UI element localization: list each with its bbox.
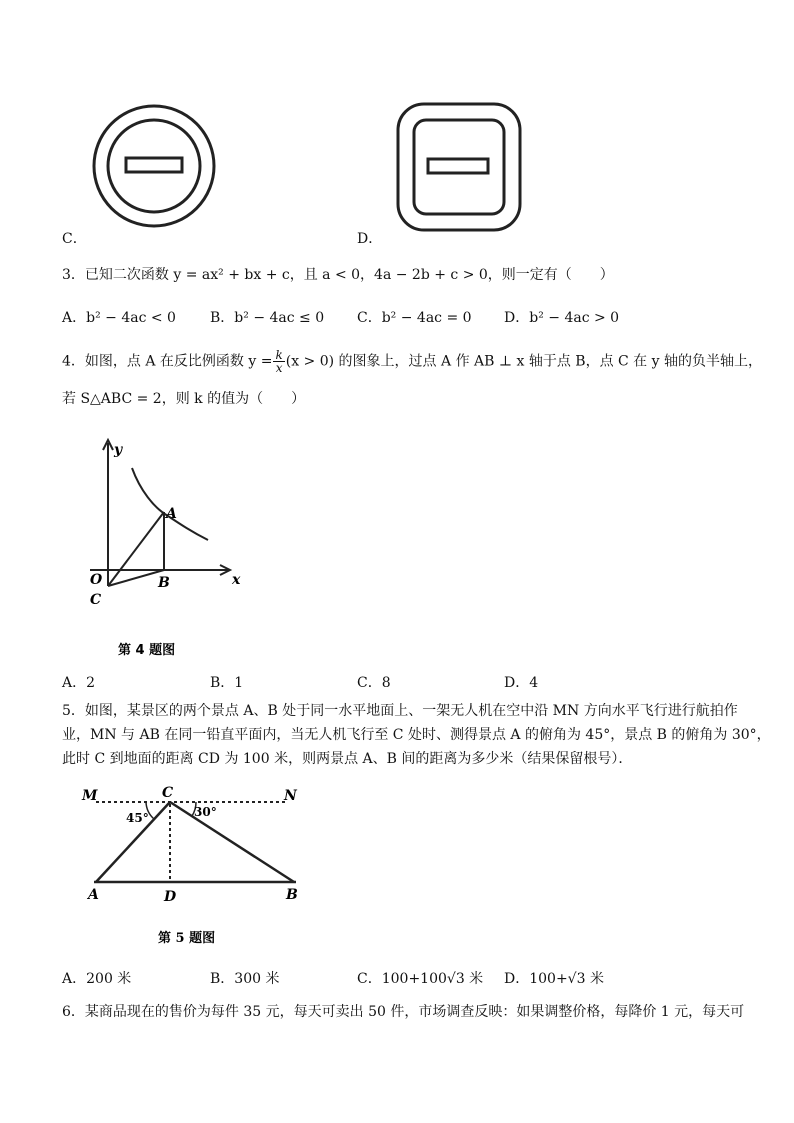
- q6-stem-line1: 6．某商品现在的售价为每件 35 元，每天可卖出 50 件，市场调查反映：如果调整价格，每降价 1 元，每天可: [62, 1004, 745, 1020]
- q4-label-x: x: [232, 572, 241, 588]
- q4-fraction: $\frac{k}{x}$: [275, 348, 283, 375]
- q3-option-d: D．b² − 4ac > 0: [504, 310, 620, 326]
- q4-option-a: A．2: [62, 675, 96, 691]
- q4-option-c: C．8: [357, 675, 391, 691]
- q2-option-c-label: C．: [62, 231, 87, 247]
- q4-stem-line2: 若 S△ABC = 2，则 k 的值为（ ）: [62, 391, 306, 407]
- q4-stem-line1: 4．如图，点 A 在反比例函数 y = $\frac{k}{x}$ (x > 0) 的图象上，过点 A 作 AB ⊥ x 轴于点 B，点 C 在 y 轴的负半轴上，: [62, 348, 762, 375]
- q4-label-c: C: [90, 592, 102, 608]
- q2-figure-d: [384, 96, 534, 236]
- q5-label-angle-45: 45°: [126, 811, 149, 825]
- q5-option-c: C．100+100√3 米: [357, 971, 484, 987]
- q4-option-d: D．4: [504, 675, 539, 691]
- q4-label-b: B: [158, 575, 170, 591]
- q2-option-d-label: D．: [357, 231, 383, 247]
- q3-option-b: B．b² − 4ac ≤ 0: [210, 310, 325, 326]
- q4-label-a: A: [166, 506, 177, 522]
- q3-stem: 3．已知二次函数 y = ax² + bx + c，且 a < 0，4a − 2b + c > 0，则一定有（ ）: [62, 267, 614, 283]
- q5-option-d: D．100+√3 米: [504, 971, 604, 987]
- q4-label-o: O: [90, 572, 103, 588]
- q4-label-y: y: [114, 442, 123, 458]
- q5-label-angle-30: 30°: [194, 805, 217, 819]
- q5-stem-line1: 5．如图，某景区的两个景点 A、B 处于同一水平地面上、一架无人机在空中沿 MN 方向水平飞行进行航拍作: [62, 703, 738, 719]
- q3-option-c: C．b² − 4ac = 0: [357, 310, 472, 326]
- q5-label-b: B: [286, 887, 298, 903]
- q5-option-a: A．200 米: [62, 971, 132, 987]
- q5-label-n: N: [284, 788, 297, 804]
- q5-label-c: C: [162, 785, 174, 801]
- q2-figure-c: [88, 96, 238, 236]
- q5-stem-line3: 此时 C 到地面的距离 CD 为 100 米，则两景点 A、B 间的距离为多少米（结果保留根号）．: [62, 751, 633, 767]
- q5-label-d: D: [164, 889, 177, 905]
- q3-option-a: A．b² − 4ac < 0: [62, 310, 176, 326]
- q5-option-b: B．300 米: [210, 971, 280, 987]
- q5-stem-line2: 业，MN 与 AB 在同一铅直平面内，当无人机飞行至 C 处时、测得景点 A 的俯角为 45°，景点 B 的俯角为 30°，: [62, 727, 771, 743]
- q5-label-m: M: [82, 788, 98, 804]
- q5-label-a: A: [88, 887, 99, 903]
- q5-figure-caption: 第 5 题图: [158, 931, 216, 946]
- q4-figure-caption: 第 4 题图: [118, 643, 176, 658]
- q5-figure: [76, 780, 346, 960]
- q4-option-b: B．1: [210, 675, 244, 691]
- q4-figure: [70, 428, 270, 668]
